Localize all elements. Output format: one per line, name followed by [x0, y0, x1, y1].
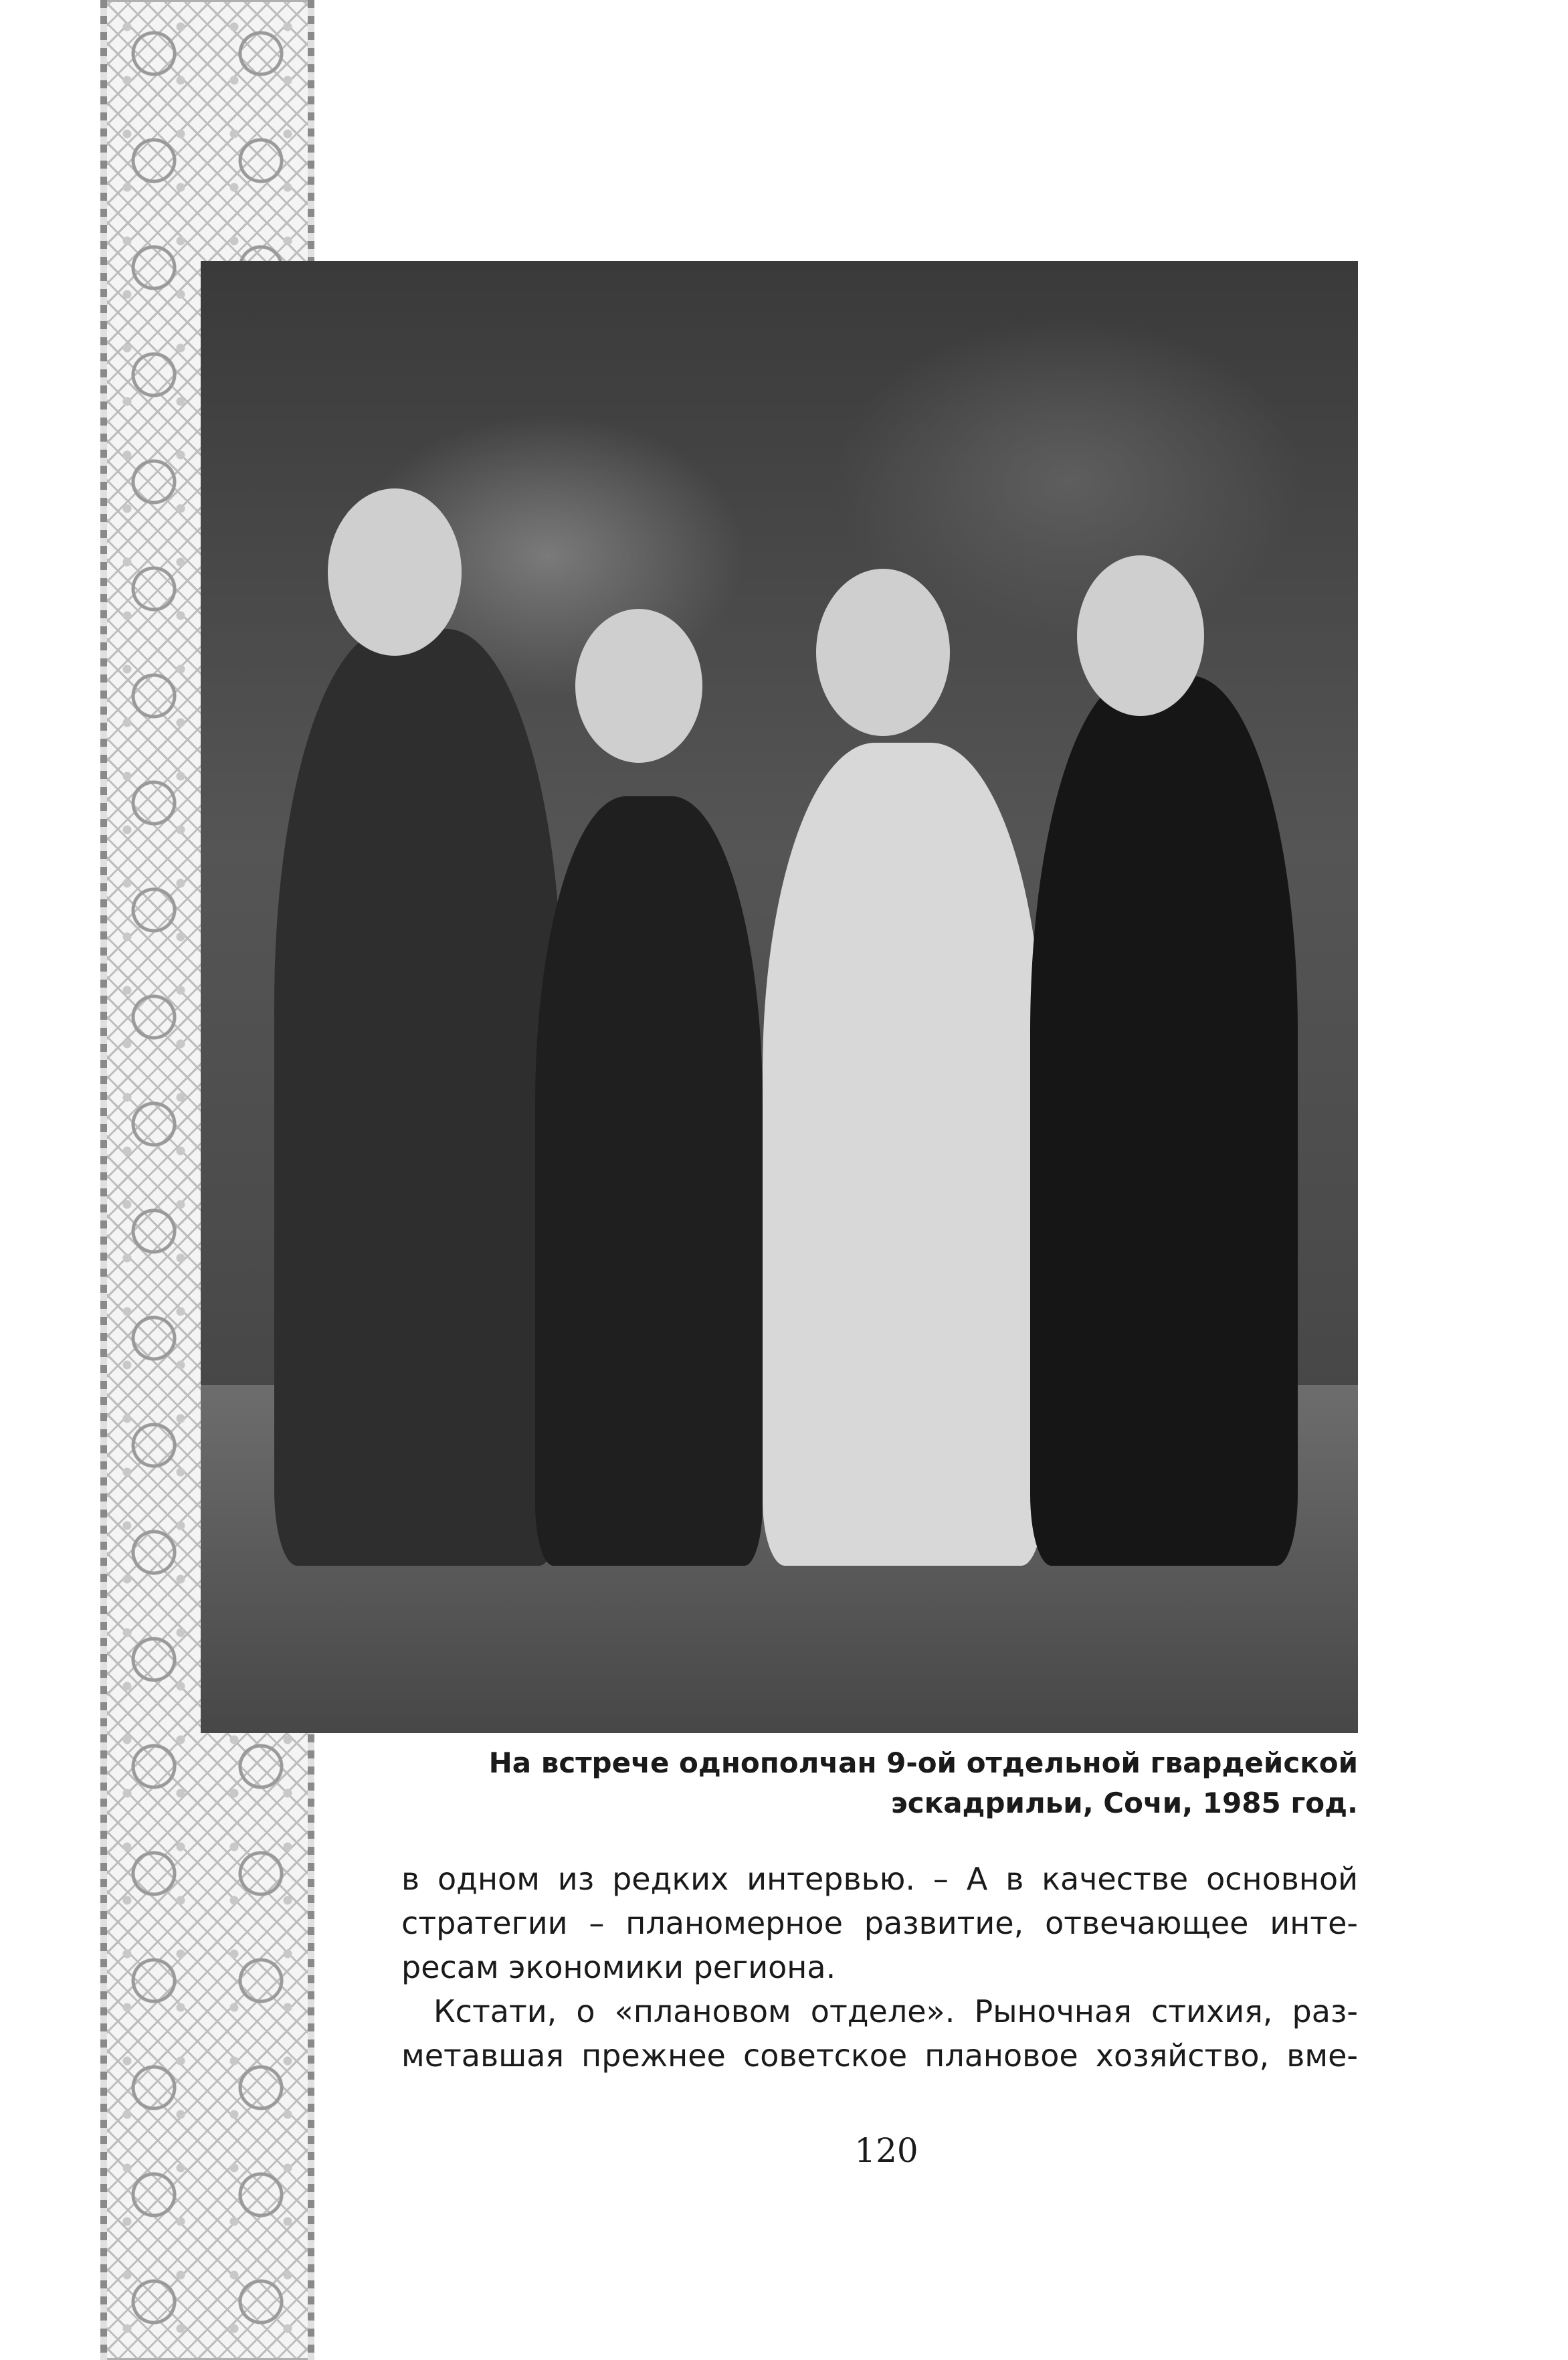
photo-caption [401, 1743, 1358, 1823]
body-line-2: стратегии – планомерное развитие, отвечающее инте- [401, 1905, 1358, 1941]
body-line-5: метавшая прежнее советское плановое хозяйство, вме- [401, 2037, 1358, 2074]
photo-head-3 [816, 569, 950, 736]
group-photo [201, 261, 1358, 1733]
ornament-edge-left [100, 0, 107, 2360]
body-text [401, 1857, 1358, 2078]
photo-head-1 [328, 488, 462, 656]
photo-person-3 [763, 743, 1044, 1566]
caption-line-1: На встрече однополчан 9-ой отдельной гвардейской [488, 1746, 1358, 1779]
photo-person-2 [535, 796, 763, 1566]
photo-person-4 [1030, 676, 1298, 1566]
page-number: 120 [854, 2131, 918, 2170]
body-line-4: Кстати, о «плановом отделе». Рыночная стихия, раз- [433, 1993, 1358, 2029]
photo-head-2 [575, 609, 702, 763]
caption-line-2: эскадрильи, Сочи, 1985 год. [890, 1787, 1358, 1819]
photo-person-1 [274, 629, 562, 1566]
photo-head-4 [1077, 555, 1204, 716]
body-line-3: ресам экономики региона. [401, 1949, 836, 1985]
body-line-1: в одном из редких интервью. – А в качестве основной [401, 1861, 1358, 1897]
